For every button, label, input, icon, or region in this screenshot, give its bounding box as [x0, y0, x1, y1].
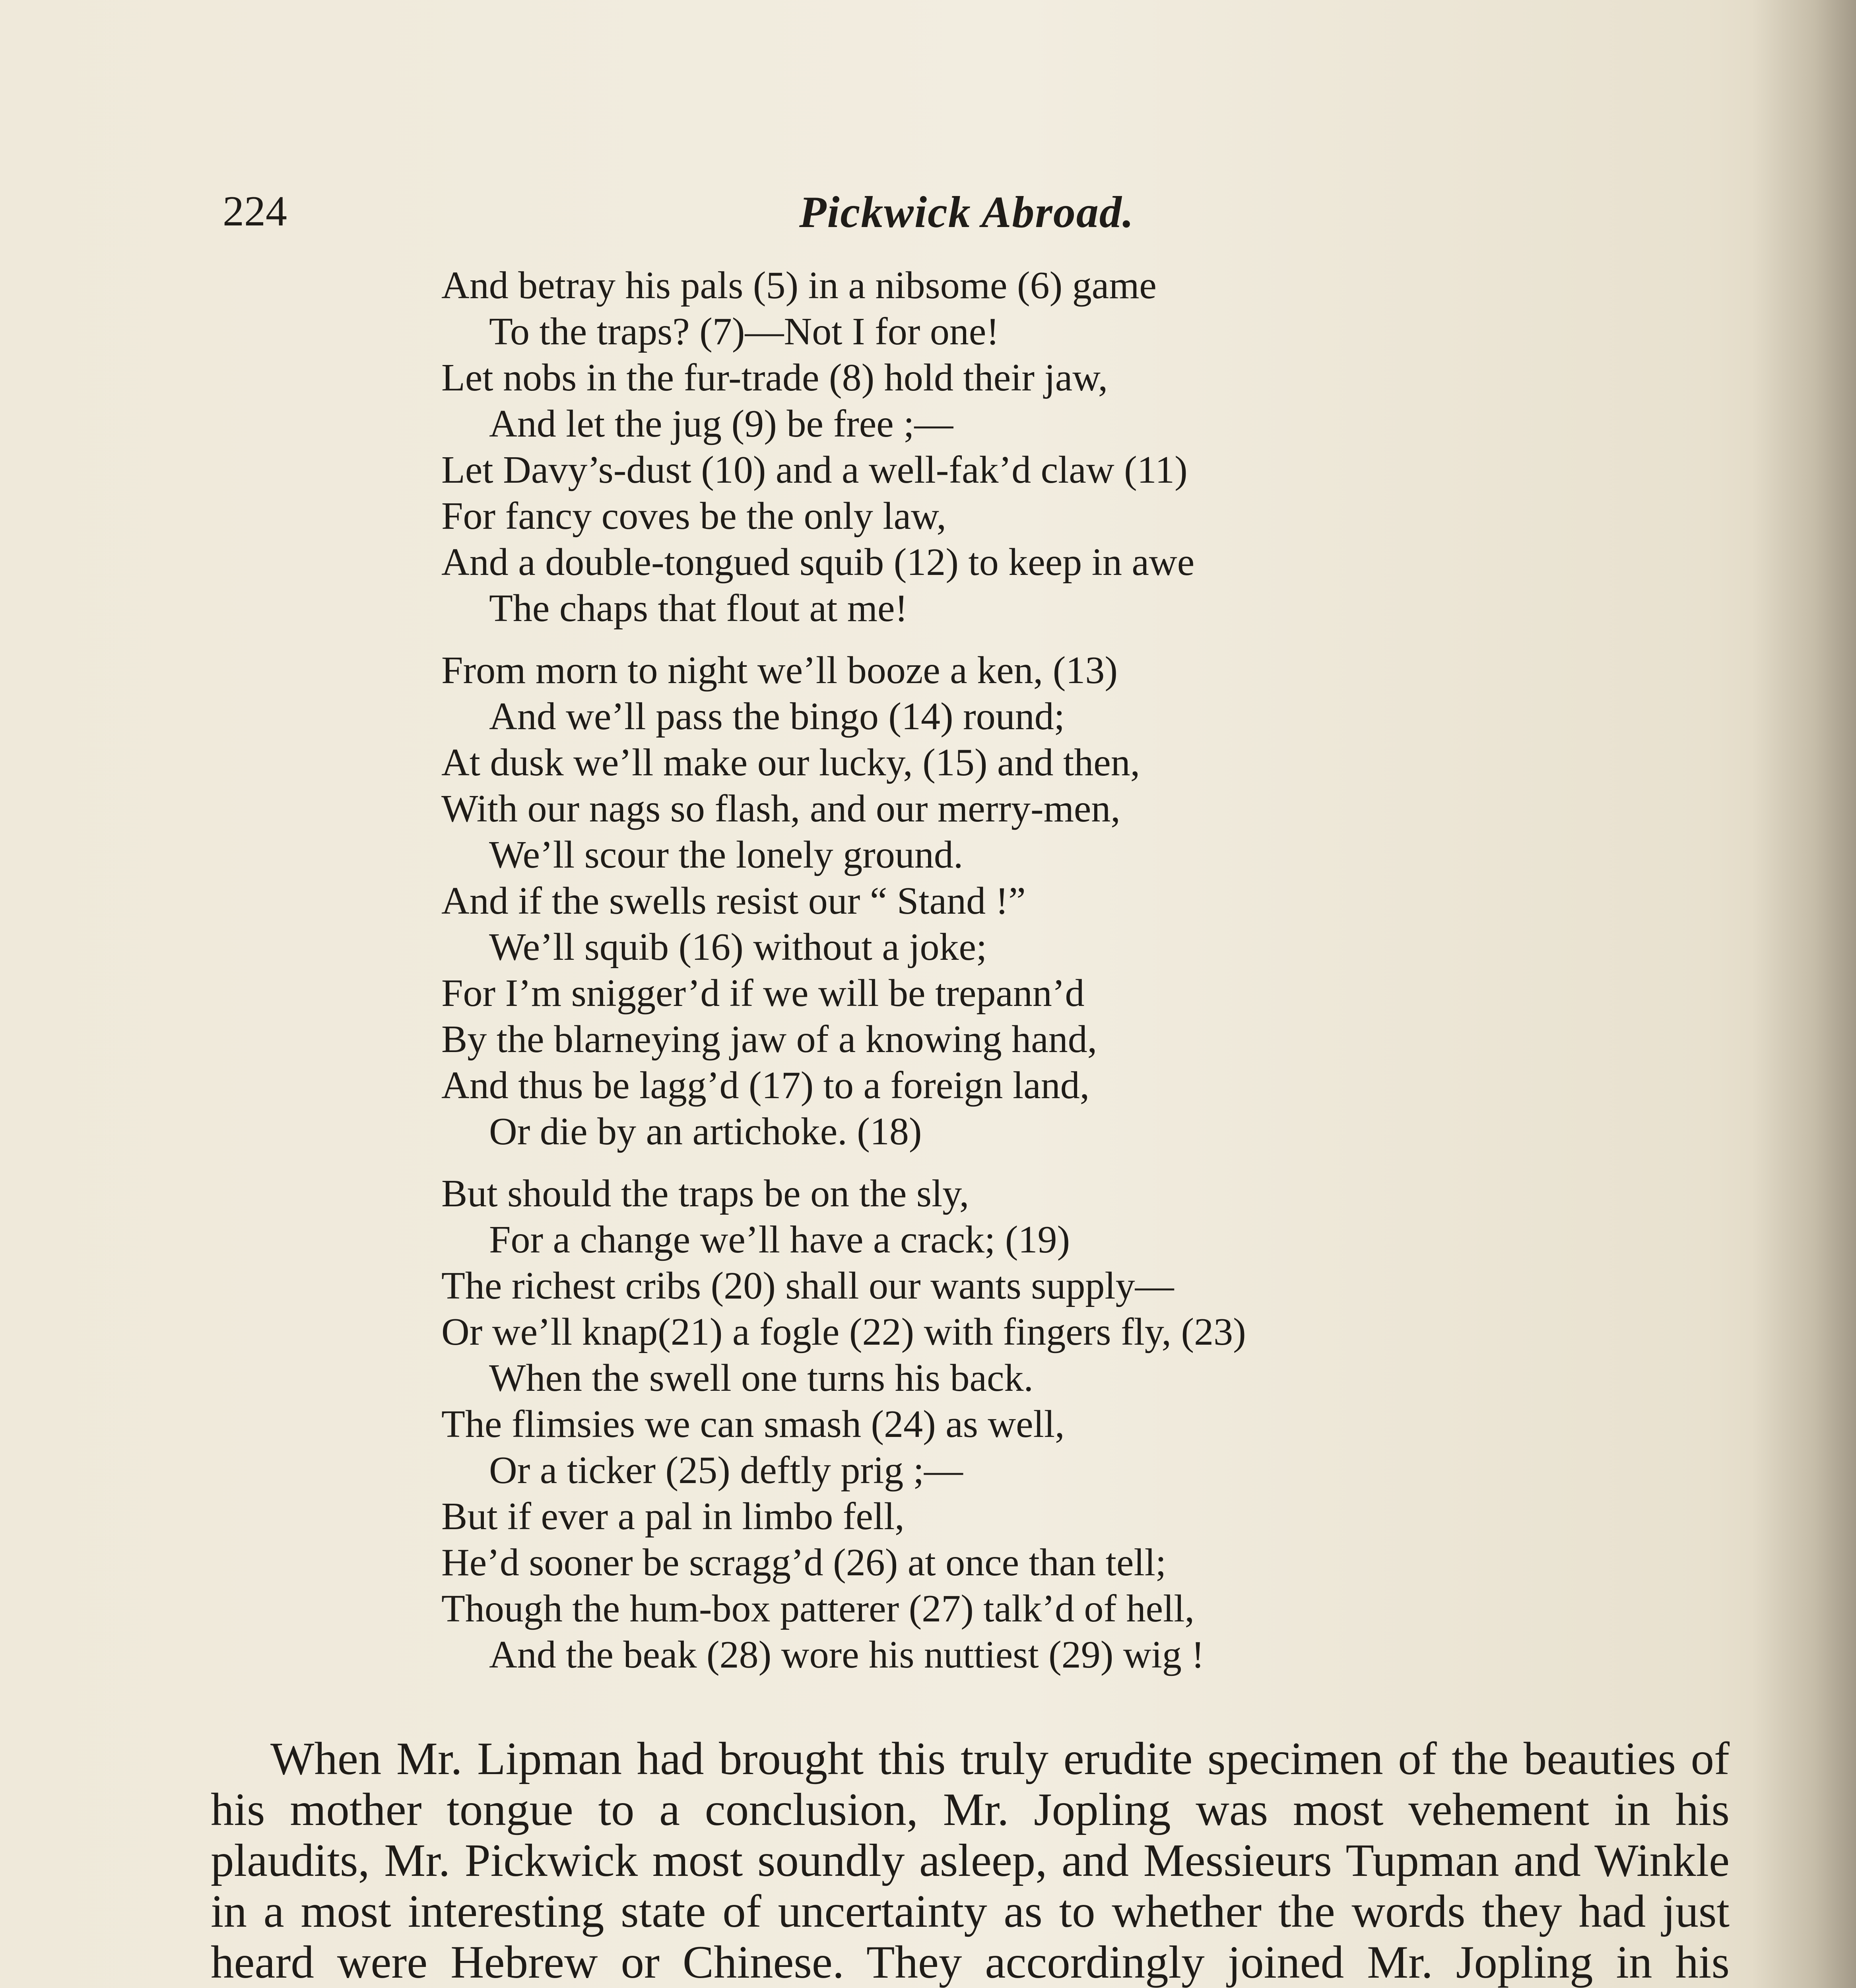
poem-line: He’d sooner be scragg’d (26) at once than tell;	[441, 1541, 1167, 1584]
poem-line: Or die by an artichoke. (18)	[489, 1110, 922, 1153]
poem-line: Though the hum-box patterer (27) talk’d of hell,	[441, 1587, 1195, 1630]
poem-line: Let Davy’s-dust (10) and a well-fak’d claw (11)	[441, 448, 1188, 491]
poem-stanza	[441, 262, 1634, 631]
poem-line: Or a ticker (25) deftly prig ;—	[489, 1449, 963, 1492]
poem-line: We’ll squib (16) without a joke;	[489, 926, 987, 969]
poem-line: And if the swells resist our “ Stand !”	[441, 879, 1026, 922]
poem-line: To the traps? (7)—Not I for one!	[489, 310, 1000, 353]
poem-line: And betray his pals (5) in a nibsome (6) game	[441, 264, 1157, 307]
poem-line: With our nags so flash, and our merry-men,	[441, 787, 1120, 830]
poem-line: From morn to night we’ll booze a ken, (13)	[441, 649, 1118, 692]
poem-line: At dusk we’ll make our lucky, (15) and then,	[441, 741, 1140, 784]
poem-stanza	[441, 647, 1634, 1155]
poem-line: For a change we’ll have a crack; (19)	[489, 1218, 1070, 1261]
poem-line: And thus be lagg’d (17) to a foreign land,	[441, 1064, 1090, 1107]
running-head: Pickwick Abroad.	[799, 188, 1134, 237]
poem-line: Or we’ll knap(21) a fogle (22) with fingers fly, (23)	[441, 1310, 1246, 1353]
poem-line: And the beak (28) wore his nuttiest (29) wig !	[489, 1633, 1204, 1676]
page-number: 224	[223, 188, 287, 235]
poem-line: By the blarneying jaw of a knowing hand,	[441, 1018, 1097, 1061]
poem	[441, 262, 1634, 1694]
poem-line: And a double-tongued squib (12) to keep in awe	[441, 541, 1195, 584]
poem-line: Let nobs in the fur-trade (8) hold their jaw,	[441, 356, 1108, 399]
poem-stanza	[441, 1171, 1634, 1678]
poem-line: We’ll scour the lonely ground.	[489, 833, 963, 876]
prose-block	[211, 1734, 1730, 1988]
poem-line: But should the traps be on the sly,	[441, 1172, 969, 1215]
poem-line: The richest cribs (20) shall our wants supply—	[441, 1264, 1174, 1307]
poem-line: And let the jug (9) be free ;—	[489, 402, 953, 445]
poem-line: The chaps that flout at me!	[489, 587, 908, 630]
page-header	[223, 187, 1734, 247]
poem-line: The flimsies we can smash (24) as well,	[441, 1403, 1065, 1446]
poem-line: When the swell one turns his back.	[489, 1357, 1033, 1400]
page-gutter-shadow	[1753, 0, 1856, 1988]
poem-line: And we’ll pass the bingo (14) round;	[489, 695, 1065, 738]
poem-line: For fancy coves be the only law,	[441, 495, 946, 538]
poem-line: For I’m snigger’d if we will be trepann’d	[441, 972, 1085, 1015]
poem-line: But if ever a pal in limbo fell,	[441, 1495, 905, 1538]
prose-paragraph: When Mr. Lipman had brought this truly erudite specimen of the beauties of his mother tongue to a conclusion, Mr. Jopling was most vehement in his plaudits, Mr. Pickwick most soundly asleep, and Messieurs Tupman and Winkle in a most interesting state of uncertainty as to whether the words they had just heard were Hebrew or Chinese. They accordingly joined Mr. Jopling in his	[211, 1733, 1730, 1988]
